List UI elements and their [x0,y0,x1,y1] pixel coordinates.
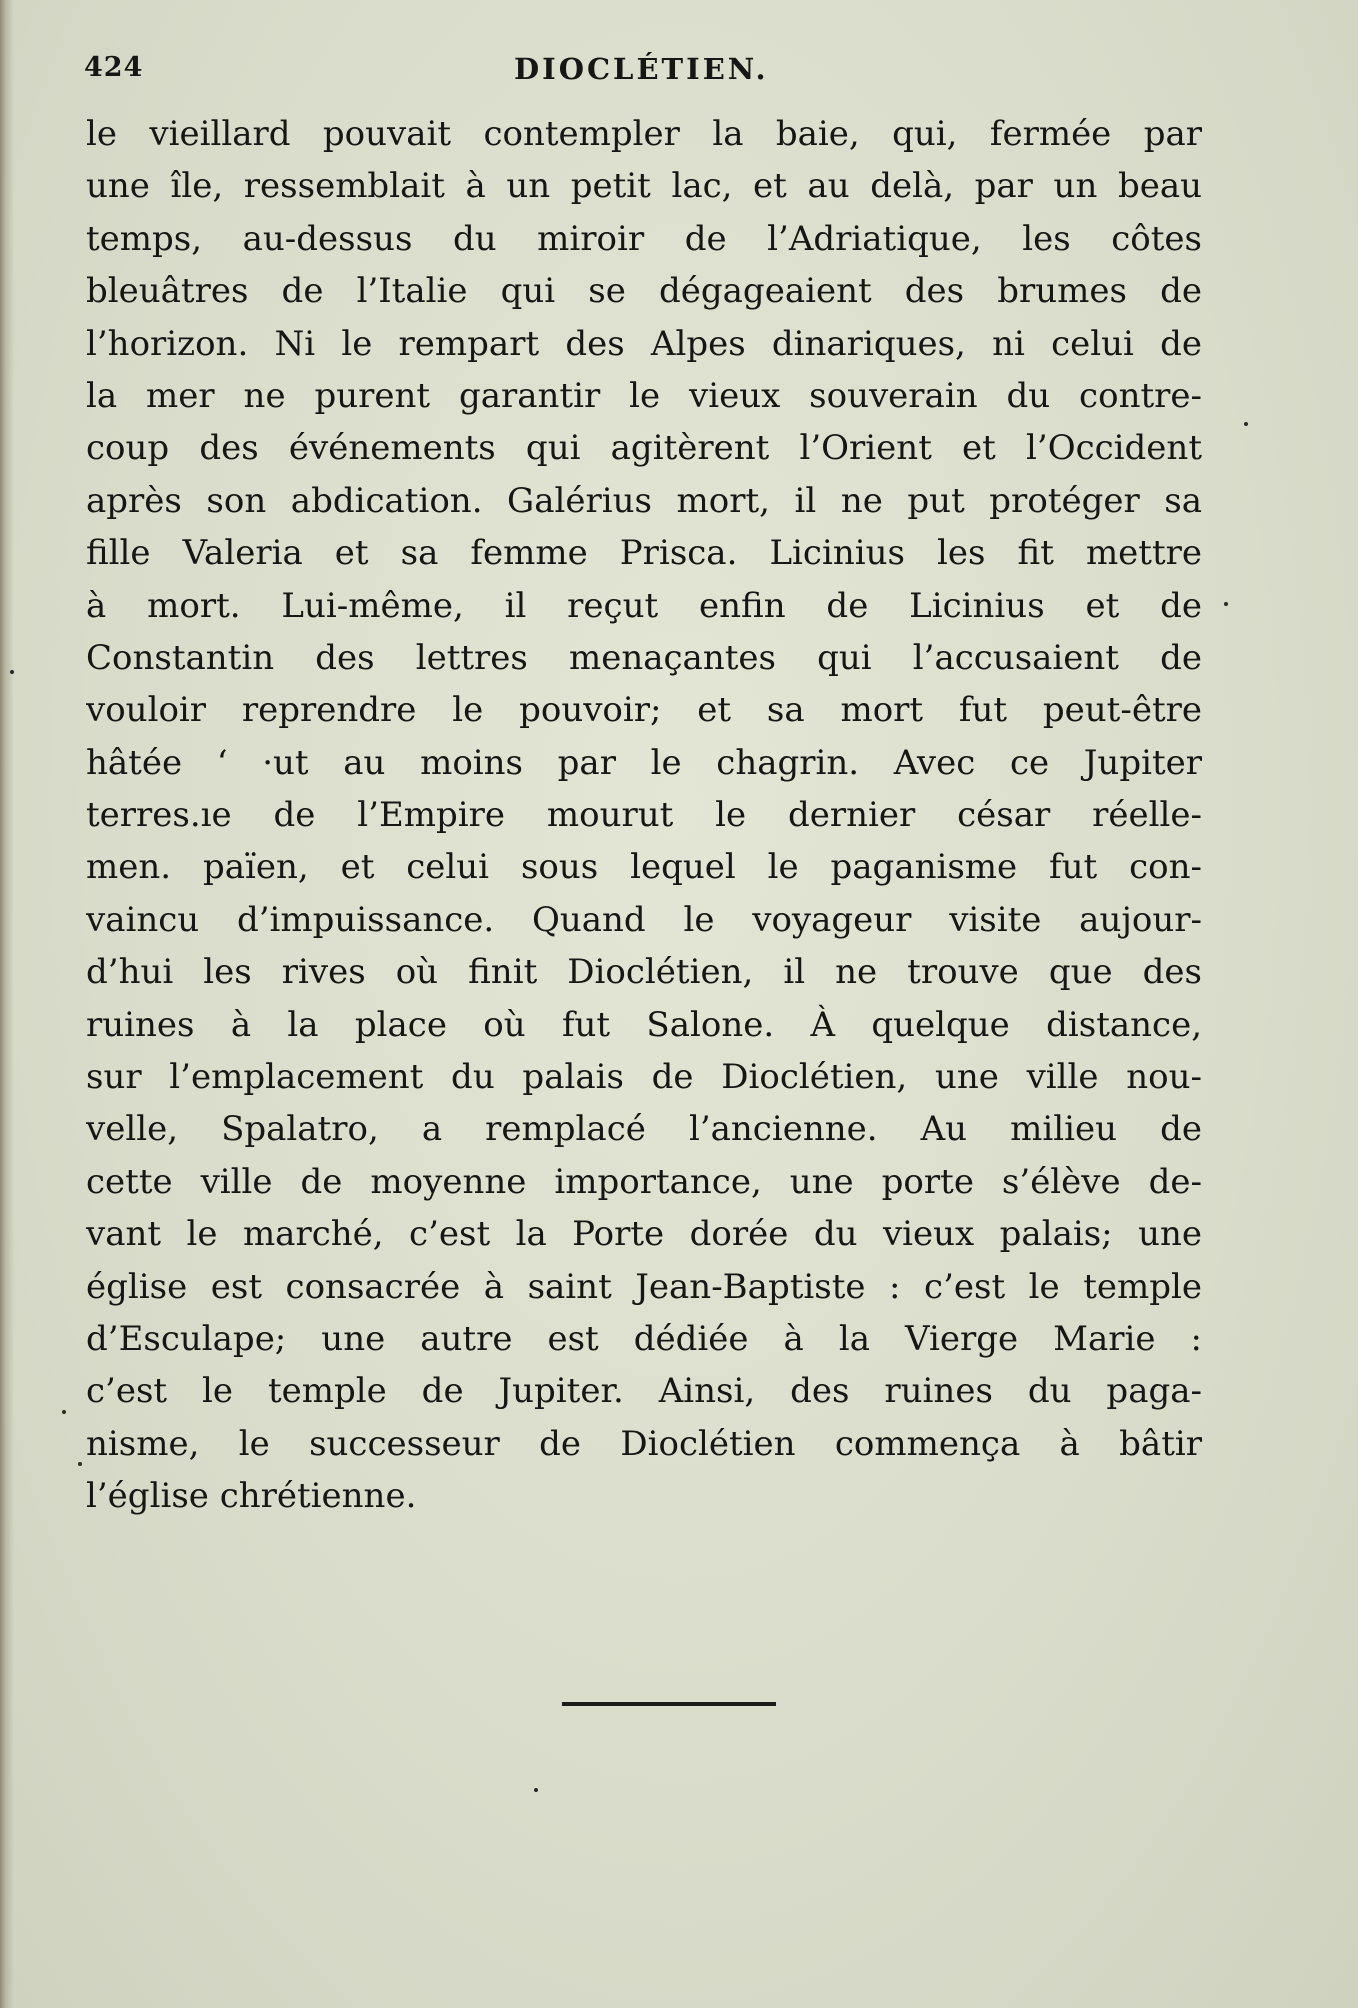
text-line: hâtée ‘ ·ut au moins par le chagrin. Avec ce Jupiter [86,742,1202,783]
ink-speck [62,1410,66,1414]
text-line: église est consacrée à saint Jean-Baptiste : c’est le temple [86,1266,1202,1307]
ink-speck [1244,422,1248,426]
text-line-last: l’église chrétienne. [86,1476,417,1517]
text-line: terres.ıe de l’Empire mourut le dernier césar réelle- [86,795,1202,836]
end-rule [562,1702,776,1706]
text-line: vaincu d’impuissance. Quand le voyageur visite aujour- [86,899,1202,940]
running-head [84,52,1204,96]
text-line: d’hui les rives où finit Dioclétien, il ne trouve que des [86,952,1202,993]
text-line: coup des événements qui agitèrent l’Orient et l’Occident [86,428,1202,469]
ink-speck [1224,602,1228,606]
text-line: l’horizon. Ni le rempart des Alpes dinariques, ni celui de [86,323,1202,364]
text-line: men. païen, et celui sous lequel le paganisme fut con- [86,847,1202,888]
ink-speck [78,1462,82,1466]
text-line: nisme, le successeur de Dioclétien commença à bâtir [86,1423,1202,1464]
page-number: 424 [84,52,144,83]
text-line: vant le marché, c’est la Porte dorée du vieux palais; une [86,1214,1202,1255]
text-line: vouloir reprendre le pouvoir; et sa mort fut peut-être [86,690,1202,731]
text-line: temps, au-dessus du miroir de l’Adriatique, les côtes [86,218,1202,259]
body-text [86,108,1202,1523]
page-title: DIOCLÉTIEN. [514,52,769,86]
ink-speck [10,670,14,674]
text-line: bleuâtres de l’Italie qui se dégageaient des brumes de [86,271,1202,312]
text-line: Constantin des lettres menaçantes qui l’accusaient de [86,637,1202,678]
spine-shadow [0,0,14,2008]
text-line: sur l’emplacement du palais de Dioclétien, une ville nou- [86,1057,1202,1098]
text-line: c’est le temple de Jupiter. Ainsi, des ruines du paga- [86,1371,1202,1412]
text-line: velle, Spalatro, a remplacé l’ancienne. Au milieu de [86,1109,1202,1150]
text-line: la mer ne purent garantir le vieux souverain du contre- [86,375,1202,416]
text-line: une île, ressemblait à un petit lac, et au delà, par un beau [86,166,1202,207]
text-line: cette ville de moyenne importance, une porte s’élève de- [86,1161,1202,1202]
text-line: le vieillard pouvait contempler la baie, qui, fermée par [86,114,1202,154]
ink-speck [534,1788,538,1792]
text-line: après son abdication. Galérius mort, il ne put protéger sa [86,480,1202,521]
text-line: d’Esculape; une autre est dédiée à la Vierge Marie : [86,1318,1202,1359]
text-line: ruines à la place où fut Salone. À quelque distance, [86,1004,1202,1045]
text-line: à mort. Lui-même, il reçut enfin de Licinius et de [86,585,1202,626]
text-line: fille Valeria et sa femme Prisca. Licinius les fit mettre [86,533,1202,574]
